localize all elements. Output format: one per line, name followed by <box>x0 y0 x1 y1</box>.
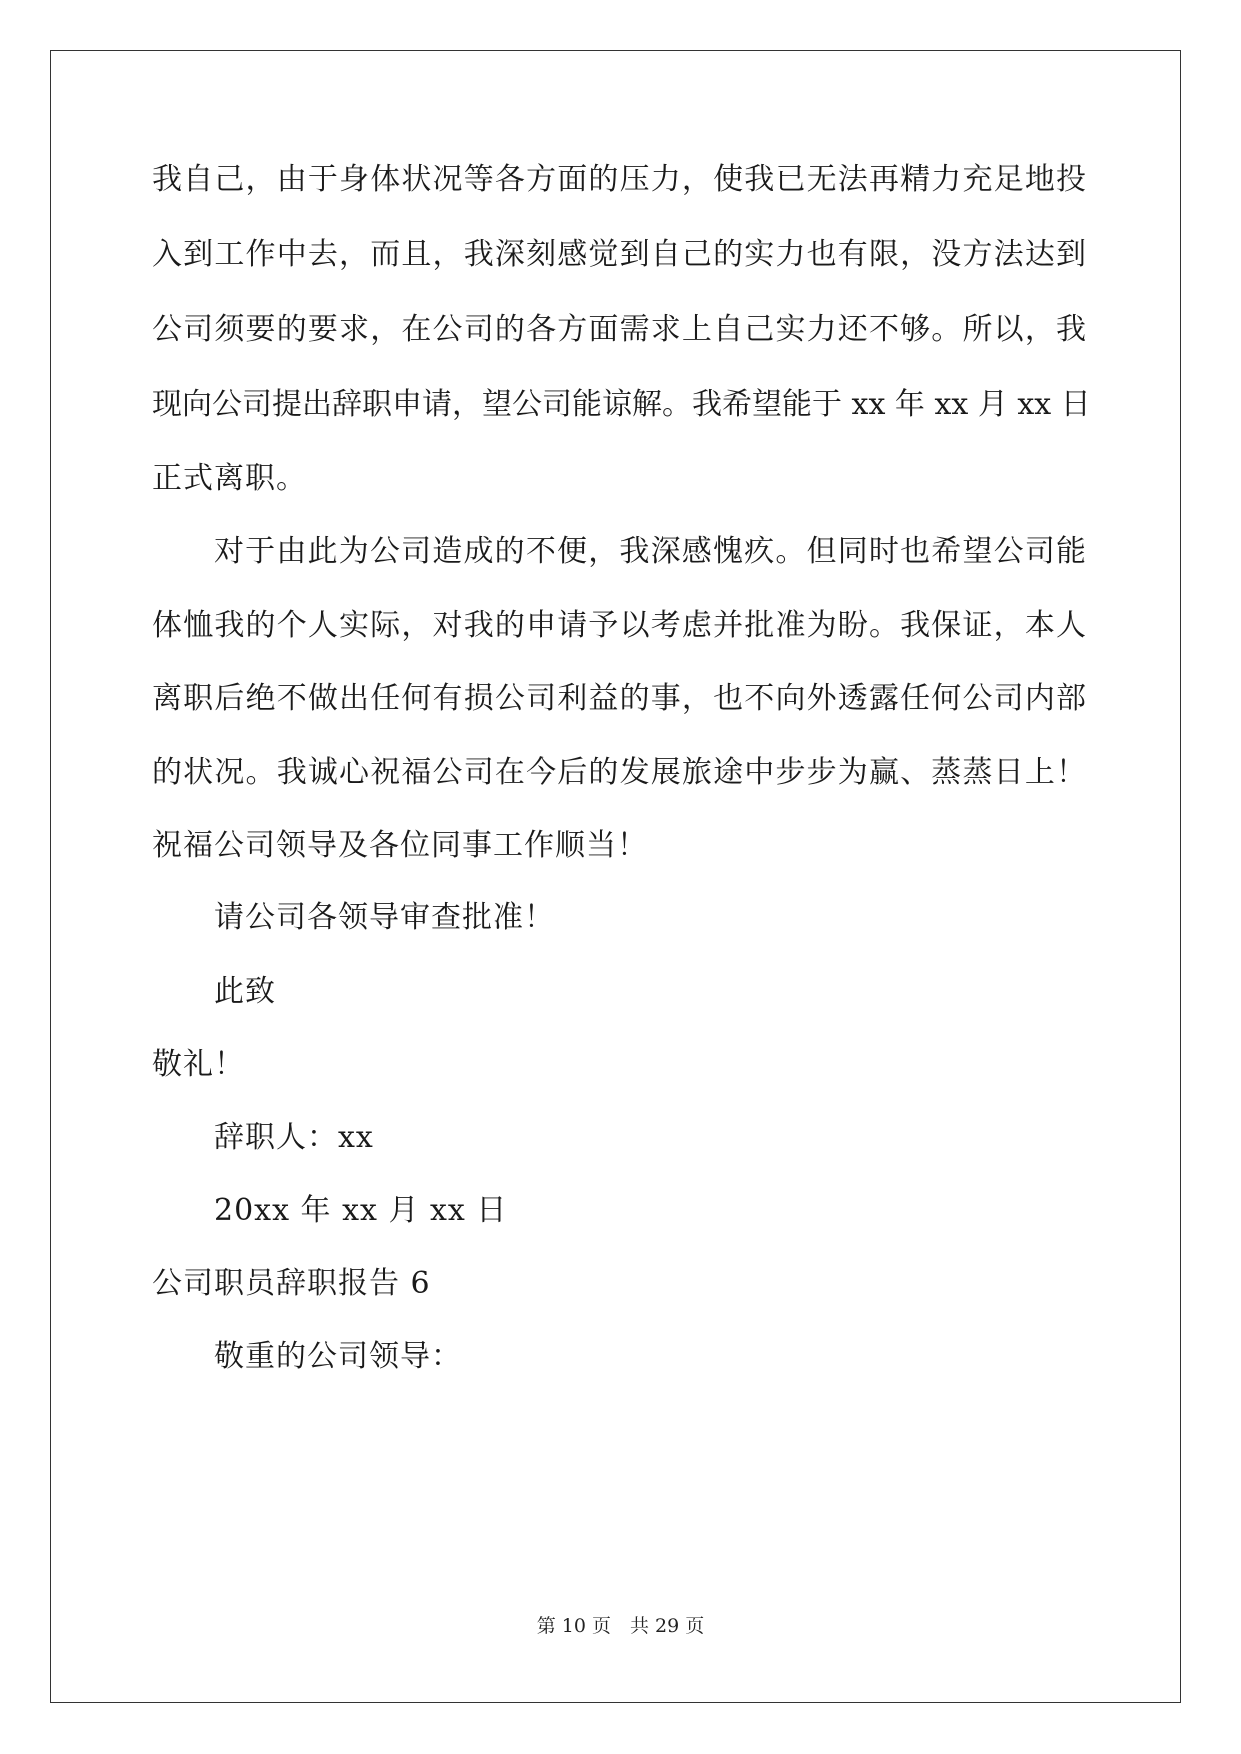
paragraph-line: 祝福公司领导及各位同事工作顺当！ <box>152 828 648 863</box>
section-heading: 公司职员辞职报告 6 <box>152 1266 431 1301</box>
paragraph-line: 入到工作中去，而且，我深刻感觉到自己的实力也有限，没方法达到 <box>152 237 1086 272</box>
paragraph-line: 我自己，由于身体状况等各方面的压力，使我已无法再精力充足地投 <box>152 162 1086 197</box>
page-footer: 第 10 页 共 29 页 <box>536 1615 705 1637</box>
paragraph-line: 体恤我的个人实际，对我的申请予以考虑并批准为盼。我保证，本人 <box>152 608 1086 643</box>
paragraph-line: 对于由此为公司造成的不便，我深感愧疚。但同时也希望公司能 <box>214 534 1086 569</box>
paragraph-line: 请公司各领导审查批准！ <box>214 900 555 935</box>
date-line: 20xx 年 xx 月 xx 日 <box>214 1193 508 1228</box>
paragraph-line: 公司须要的要求，在公司的各方面需求上自己实力还不够。所以，我 <box>152 312 1086 347</box>
paragraph-line: 的状况。我诚心祝福公司在今后的发展旅途中步步为赢、蒸蒸日上！ <box>152 755 1086 790</box>
page-border <box>50 50 1181 1703</box>
closing-salutation: 此致 <box>214 974 276 1009</box>
closing-regards: 敬礼！ <box>152 1047 245 1082</box>
paragraph-line: 离职后绝不做出任何有损公司利益的事，也不向外透露任何公司内部 <box>152 681 1086 716</box>
paragraph-line: 正式离职。 <box>152 461 307 496</box>
signature-line: 辞职人：xx <box>214 1120 374 1155</box>
paragraph-line: 现向公司提出辞职申请，望公司能谅解。我希望能于 xx 年 xx 月 xx 日 <box>152 387 1091 422</box>
greeting-line: 敬重的公司领导： <box>214 1339 462 1374</box>
